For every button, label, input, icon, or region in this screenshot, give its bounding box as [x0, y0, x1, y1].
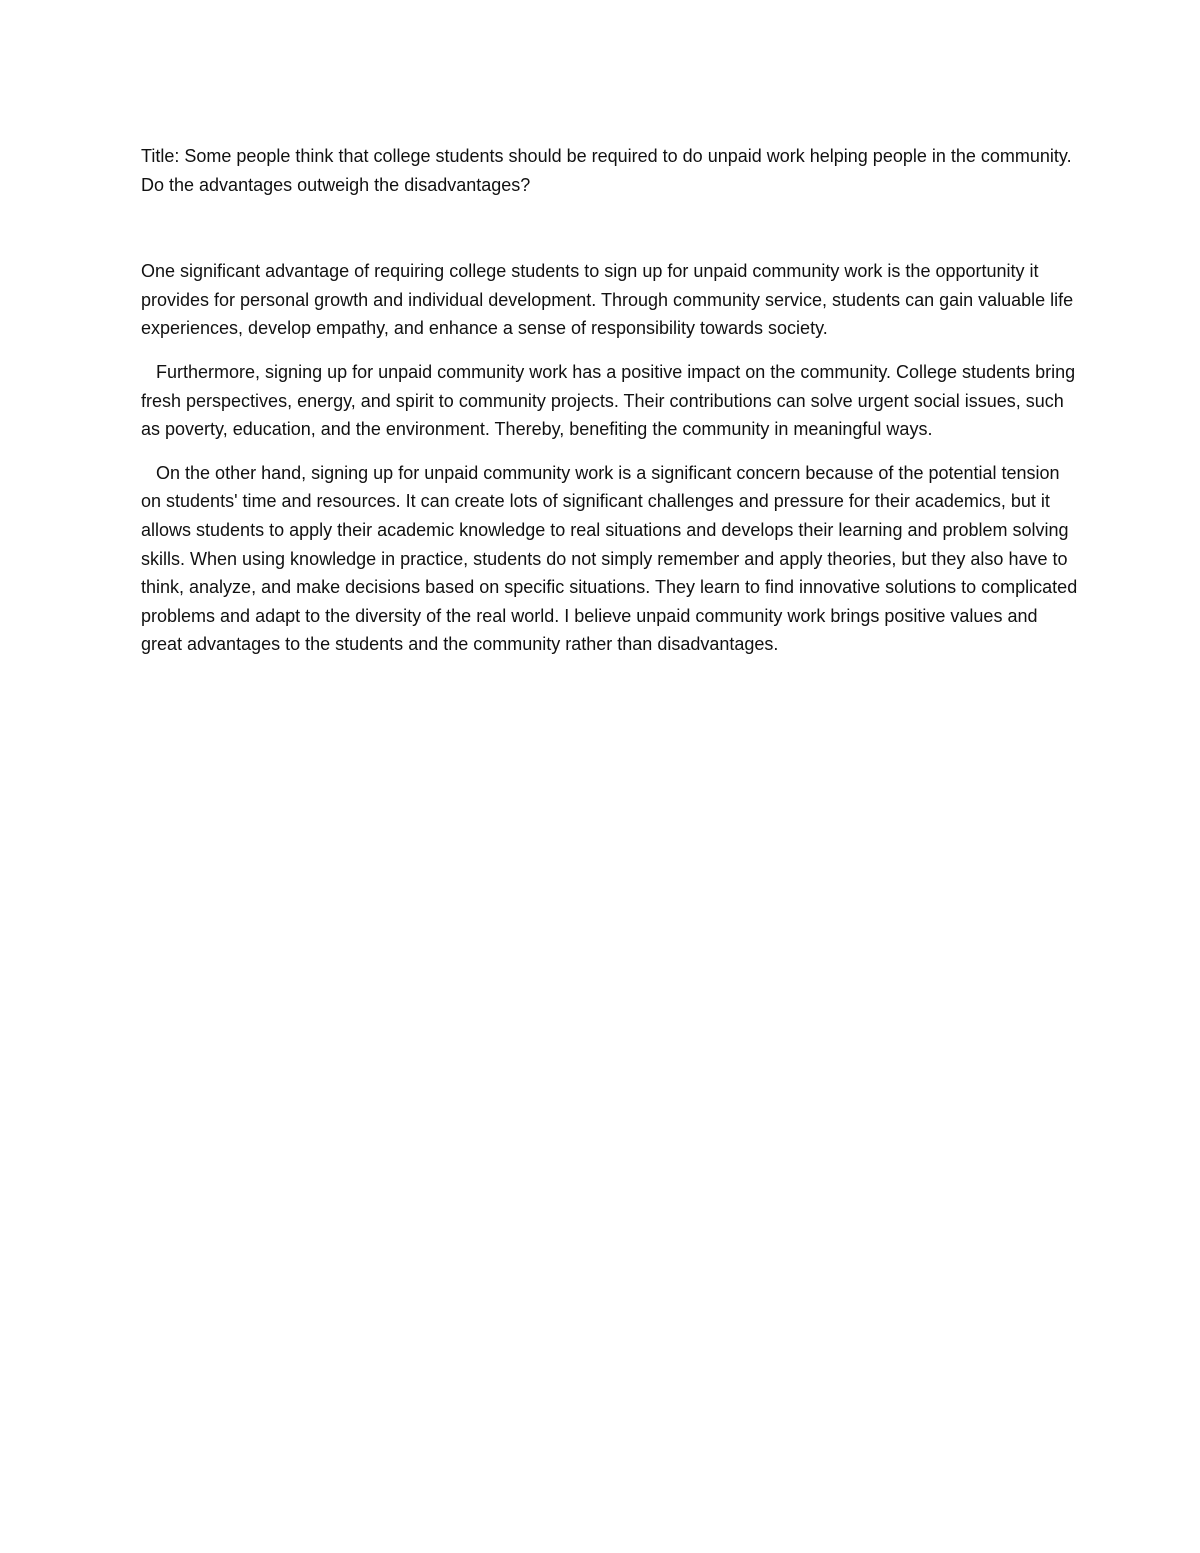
essay-title: Title: Some people think that college students should be required to do unpaid work helping people in the community. Do the advantages outweigh the disadvantages? [141, 146, 1072, 195]
paragraph-advantage-personal-growth: One significant advantage of requiring college students to sign up for unpaid community work is the opportunity it provides for personal growth and individual development. Through community service, students can gain valuable life experiences, develop empathy, and enhance a sense of responsibility towards society. [141, 261, 1079, 339]
paragraph-concerns-conclusion: On the other hand, signing up for unpaid community work is a significant concern because of the potential tension on students' time and resources. It can create lots of significant challenges and pressure for their academics, but it allows students to apply their academic knowledge to real situations and develops their learning and problem solving skills. When using knowledge in practice, students do not simply remember and apply theories, but they also have to think, analyze, and make decisions based on specific situations. They learn to find innovative solutions to complicated problems and adapt to the diversity of the real world. I believe unpaid community work brings positive values and great advantages to the students and the community rather than disadvantages. [141, 462, 1083, 655]
paragraph-community-impact: Furthermore, signing up for unpaid community work has a positive impact on the community. College students bring fresh perspectives, energy, and spirit to community projects. Their contributions can solve urgent social issues, such as poverty, education, and the environment. Thereby, benefiting the community in meaningful ways. [141, 361, 1081, 440]
document-body [141, 142, 1081, 659]
